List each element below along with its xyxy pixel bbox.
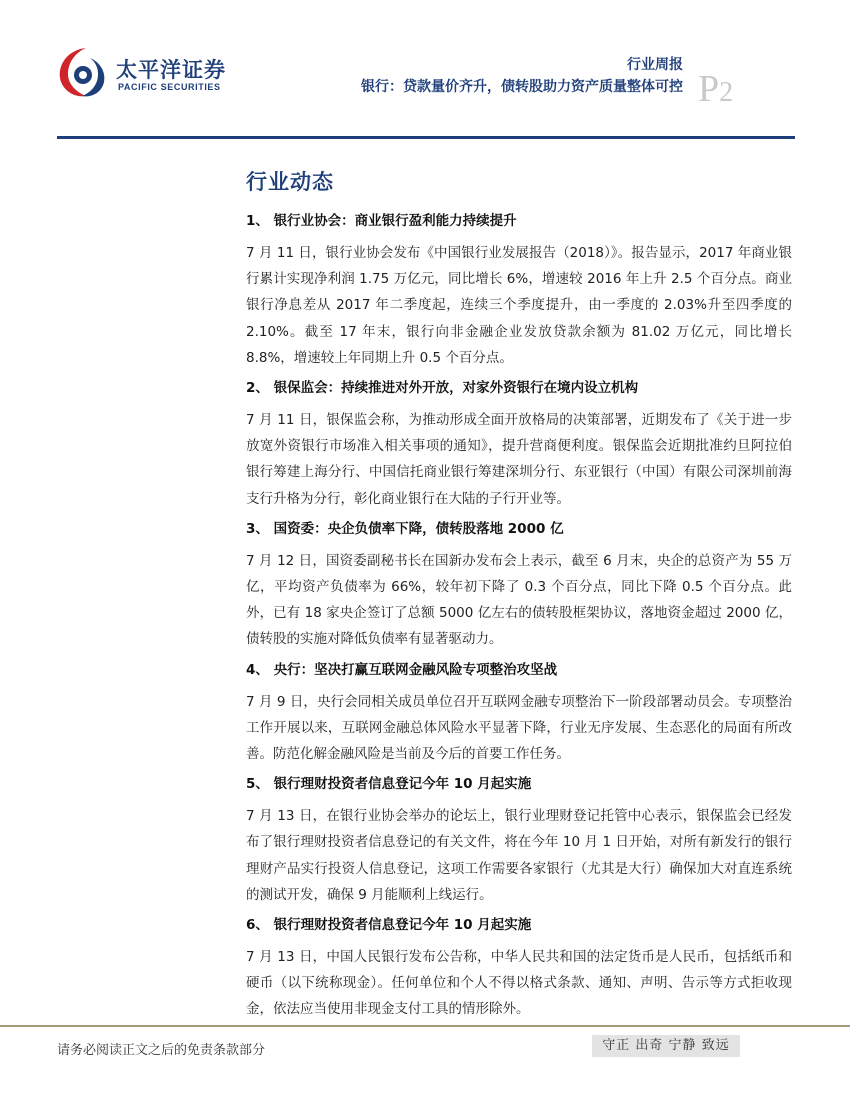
news-item-body: 7 月 11 日，银行业协会发布《中国银行业发展报告（2018）》。报告显示，2017 年商业银行累计实现净利润 1.75 万亿元，同比增长 6%，增速较 2016 年上升 2.5 个百分点。商业银行净息差从 2017 年二季度起，连续三个季度提升，由一季度的 2.03%升至四季度的 2.10%。截至 17 年末，银行向非金融企业发放贷款余额为 81.02 万亿元，同比增长 8.8%，增速较上年同期上升 0.5 个百分点。 [246, 245, 792, 366]
news-item-body: 7 月 13 日，中国人民银行发布公告称，中华人民共和国的法定货币是人民币，包括纸币和硬币（以下统称现金）。任何单位和个人不得以格式条款、通知、声明、告示等方式拒收现金，依法应当使用非现金支付工具的情形除外。 [246, 949, 792, 1018]
footer-motto: 守正 出奇 宁静 致远 [592, 1035, 740, 1057]
report-title: 银行：贷款量价齐升，债转股助力资产质量整体可控 [361, 79, 683, 95]
news-item-body: 7 月 9 日，央行会同相关成员单位召开互联网金融专项整治下一阶段部署动员会。专项整治工作开展以来，互联网金融总体风险水平显著下降，行业无序发展、生态恶化的局面有所改善。防范化解金融风险是当前及今后的首要工作任务。 [246, 693, 792, 763]
news-item-title: 2、 银保监会：持续推进对外开放，对家外资银行在境内设立机构 [246, 380, 639, 397]
footer-divider [0, 1025, 850, 1027]
footer-disclaimer: 请务必阅读正文之后的免责条款部分 [57, 1043, 266, 1058]
news-item-body: 7 月 13 日，在银行业协会举办的论坛上，银行业理财登记托管中心表示，银保监会已经发布了银行理财投资者信息登记的有关文件，将在今年 10 月 1 日开始，对所有新发行的银行理财产品实行投资人信息登记，这项工作需要各家银行（尤其是大行）确保加大对直连系统的测试开发，确保 9 月能顺利上线运行。 [246, 808, 792, 903]
page-number [698, 70, 733, 108]
news-item [246, 912, 792, 1023]
news-item-title: 4、 央行：坚决打赢互联网金融风险专项整治攻坚战 [246, 661, 558, 678]
news-item-title: 1、 银行业协会：商业银行盈利能力持续提升 [246, 213, 517, 229]
section-heading: 行业动态 [246, 170, 334, 194]
news-item [246, 771, 792, 908]
news-item-title: 3、 国资委：央企负债率下降，债转股落地 2000 亿 [246, 520, 564, 537]
page-letter: P [698, 68, 720, 110]
pacific-securities-logo-icon [56, 44, 108, 100]
page-digit: 2 [719, 77, 734, 108]
news-item [246, 208, 792, 371]
company-logo [56, 44, 226, 100]
logo-text-cn: 太平洋证券 [116, 58, 226, 82]
news-item [246, 516, 792, 653]
news-item-title: 5、 银行理财投资者信息登记今年 10 月起实施 [246, 776, 532, 793]
news-item-title: 6、 银行理财投资者信息登记今年 10 月起实施 [246, 917, 532, 934]
header-divider [57, 136, 795, 139]
news-item-body: 7 月 12 日，国资委副秘书长在国新办发布会上表示，截至 6 月末，央企的总资产为 55 万亿，平均资产负债率为 66%，较年初下降了 0.3 个百分点，同比下降 0.5 个百分点。此外，已有 18 家央企签订了总额 5000 亿左右的债转股框架协议，落地资金超过 2000 亿，债转股的实施对降低负债率有显著驱动力。 [246, 552, 792, 648]
news-item-body: 7 月 11 日，银保监会称，为推动形成全面开放格局的决策部署，近期发布了《关于进一步放宽外资银行市场准入相关事项的通知》，提升营商便利度。银保监会近期批准约旦阿拉伯银行筹建上海分行、中国信托商业银行筹建深圳分行、东亚银行（中国）有限公司深圳前海支行升格为分行，彰化商业银行在大陆的子行开业等。 [246, 412, 792, 507]
main-content [246, 160, 792, 1027]
report-type: 行业周报 [627, 57, 683, 73]
news-item [246, 657, 792, 768]
news-item [246, 375, 792, 512]
logo-text-en: PACIFIC SECURITIES [118, 82, 221, 92]
